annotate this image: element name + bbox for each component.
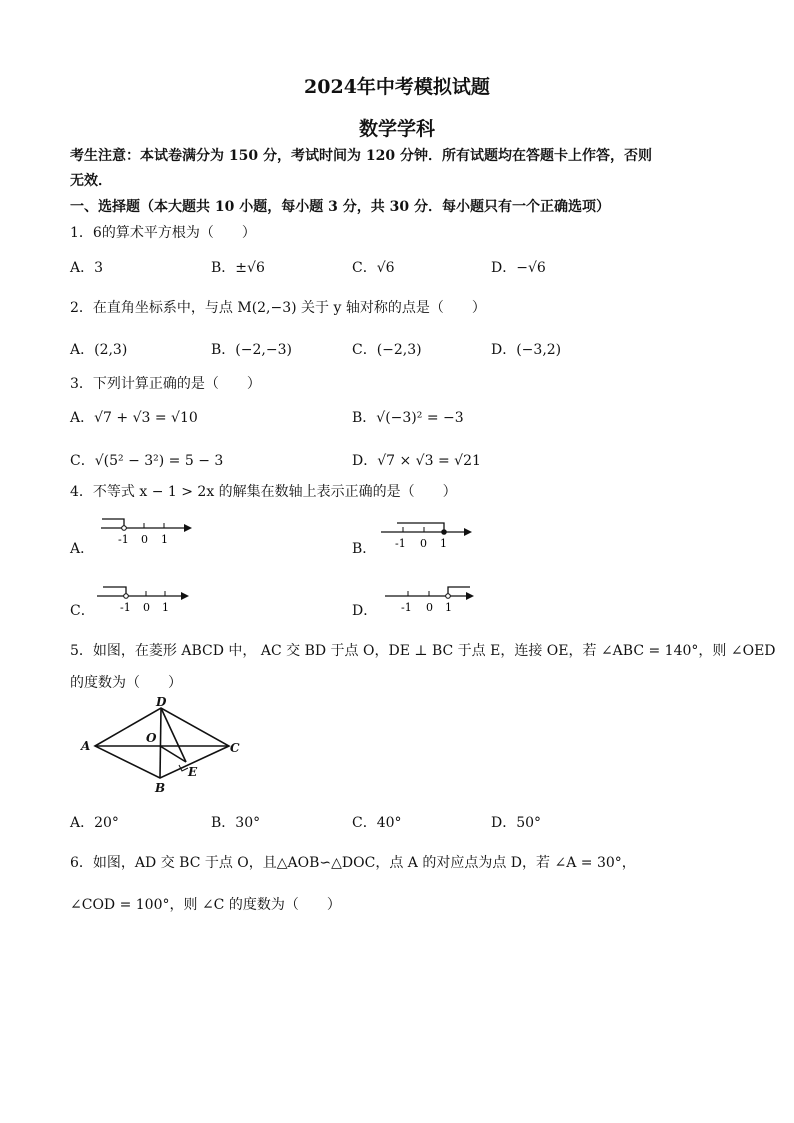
section-heading: 一、选择题（本大题共 10 小题，每小题 3 分，共 30 分．每小题只有一个正确选项） [70, 199, 610, 215]
q4-number-line-b [378, 517, 478, 551]
q2-option-a: A．(2,3) [70, 342, 128, 358]
svg-text:-1: -1 [118, 533, 129, 546]
q5-option-d: D．50° [491, 815, 542, 831]
svg-text:1: 1 [162, 601, 169, 614]
q5-rhombus-figure [78, 696, 248, 796]
question-5-stem-line-1: 5．如图，在菱形 ABCD 中， AC 交 BD 于点 O，DE ⊥ BC 于点 E，连接 OE，若 ∠ABC = 140°，则 ∠OED [70, 643, 776, 659]
svg-text:-1: -1 [401, 601, 412, 614]
svg-text:1: 1 [161, 533, 168, 546]
q1-option-b: B．±√6 [211, 260, 265, 276]
svg-text:0: 0 [141, 533, 148, 546]
q4-option-c-label: C． [70, 603, 95, 619]
q2-option-c: C．(−2,3) [352, 342, 422, 358]
question-2-stem: 2．在直角坐标系中，与点 M(2,−3) 关于 y 轴对称的点是（ ） [70, 300, 486, 316]
q3-option-b: B．√(−3)² = −3 [352, 410, 464, 426]
question-6-stem-line-2: ∠COD = 100°，则 ∠C 的度数为（ ） [70, 897, 341, 913]
svg-text:E: E [188, 765, 198, 779]
q3-option-c: C．√(5² − 3²) = 5 − 3 [70, 453, 224, 469]
q2-option-b: B．(−2,−3) [211, 342, 292, 358]
question-4-stem: 4．不等式 x − 1 > 2x 的解集在数轴上表示正确的是（ ） [70, 484, 457, 500]
exam-title: 2024年中考模拟试题 [304, 76, 490, 98]
question-6-stem-line-1: 6．如图，AD 交 BC 于点 O，且△AOB∽△DOC，点 A 的对应点为点 D，若 ∠A = 30°， [70, 855, 636, 871]
question-3-stem: 3．下列计算正确的是（ ） [70, 376, 261, 392]
q4-number-line-a [96, 514, 198, 548]
q4-option-b-label: B． [352, 541, 377, 557]
q4-number-line-c [93, 580, 195, 614]
q5-option-a: A．20° [70, 815, 119, 831]
q1-option-c: C．√6 [352, 260, 395, 276]
exam-subject: 数学学科 [358, 118, 435, 140]
q3-option-a: A．√7 + √3 = √10 [70, 410, 198, 426]
q2-option-d: D．(−3,2) [491, 342, 562, 358]
svg-text:1: 1 [445, 601, 452, 614]
question-1-stem: 1．6的算术平方根为（ ） [70, 225, 256, 241]
q4-option-d-label: D． [352, 603, 378, 619]
svg-text:O: O [146, 731, 157, 745]
notice-line-2: 无效． [70, 173, 112, 189]
svg-text:D: D [156, 696, 167, 709]
q1-option-a: A．3 [70, 260, 104, 276]
svg-text:A: A [81, 739, 91, 753]
notice-line-1: 考生注意：本试卷满分为 150 分，考试时间为 120 分钟．所有试题均在答题卡上作答，否则 [70, 148, 652, 164]
q4-option-a-label: A． [70, 541, 95, 557]
svg-text:C: C [230, 741, 240, 755]
svg-text:1: 1 [440, 537, 447, 550]
q5-option-c: C．40° [352, 815, 402, 831]
svg-text:0: 0 [420, 537, 427, 550]
q4-number-line-d [382, 580, 482, 614]
q1-option-d: D．−√6 [491, 260, 546, 276]
svg-text:0: 0 [426, 601, 433, 614]
svg-text:-1: -1 [395, 537, 406, 550]
q3-option-d: D．√7 × √3 = √21 [352, 453, 481, 469]
svg-text:0: 0 [143, 601, 150, 614]
q5-option-b: B．30° [211, 815, 261, 831]
svg-text:B: B [155, 781, 166, 795]
question-5-stem-line-2: 的度数为（ ） [70, 675, 182, 691]
svg-text:-1: -1 [120, 601, 131, 614]
